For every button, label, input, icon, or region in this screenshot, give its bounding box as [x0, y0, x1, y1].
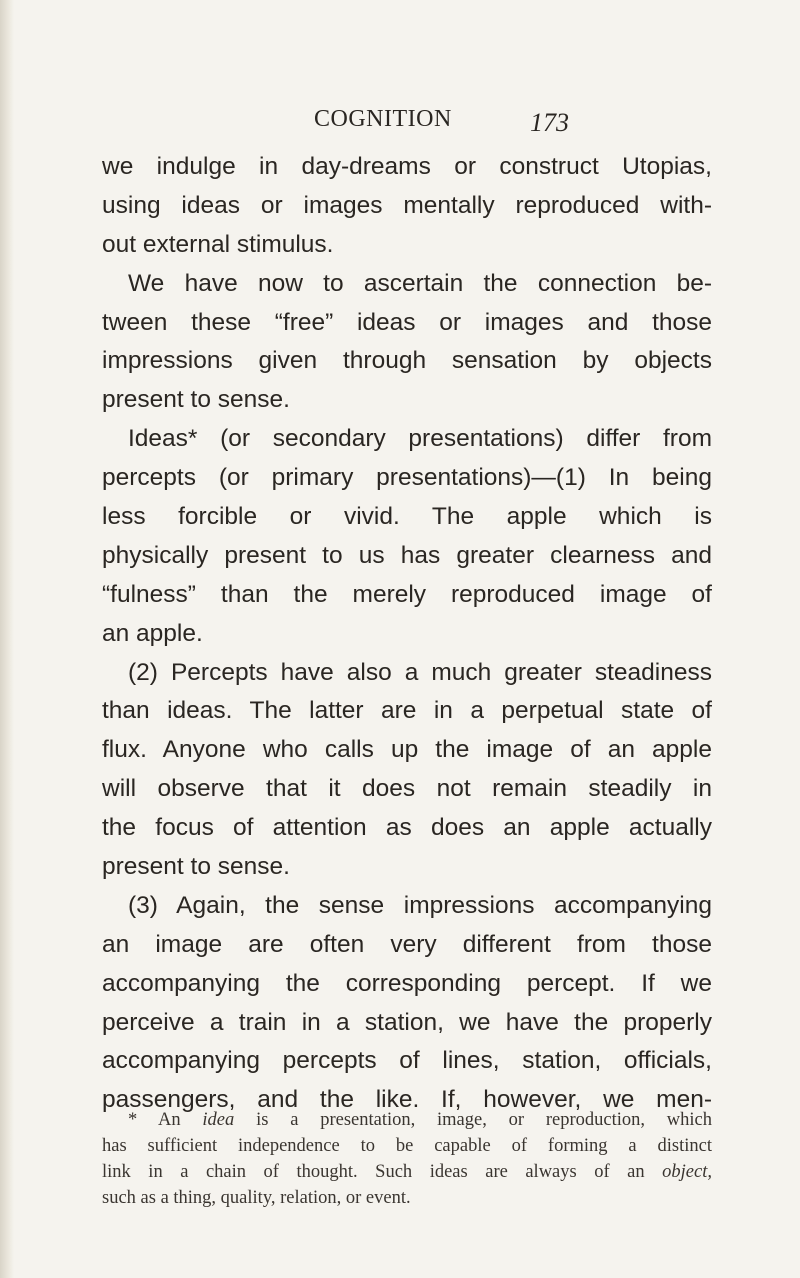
text-line: out external stimulus. [102, 230, 334, 258]
running-title: COGNITION [314, 106, 452, 132]
text-line: (3) Again, the sense impressions accompanying [128, 891, 712, 919]
text-line: impressions given through sensation by objects [102, 347, 712, 375]
text-line: the focus of attention as does an apple actually [102, 814, 712, 842]
text-line: physically present to us has greater clearness and [102, 541, 712, 569]
text-line: will observe that it does not remain steadily in [102, 775, 712, 803]
text-line: accompanying percepts of lines, station, officials, [102, 1047, 712, 1075]
footnote-text: link in a chain of thought. Such ideas are always of an [102, 1162, 663, 1182]
text-line: an image are often very different from those [102, 930, 712, 958]
text-line: percepts (or primary presentations)—(1) In being [102, 464, 712, 492]
text-line: present to sense. [102, 386, 290, 414]
running-head [0, 106, 800, 142]
footnote-text: * An [128, 1110, 203, 1130]
text-line: We have now to ascertain the connection be- [128, 269, 712, 297]
text-line: than ideas. The latter are in a perpetual state of [102, 697, 712, 725]
text-line: less forcible or vivid. The apple which is [102, 503, 712, 531]
footnote-emphasis: object, [662, 1162, 712, 1182]
body-text [102, 148, 712, 1120]
text-line: flux. Anyone who calls up the image of an apple [102, 736, 712, 764]
footnote-line: has sufficient independence to be capable of forming a distinct [102, 1136, 712, 1156]
text-line: using ideas or images mentally reproduced with- [102, 191, 712, 219]
page-gutter-shadow [0, 0, 14, 1278]
footnote-text: is a presentation, image, or reproduction, which [234, 1110, 712, 1130]
footnote-emphasis: idea [202, 1110, 235, 1130]
text-line: (2) Percepts have also a much greater steadiness [128, 658, 712, 686]
text-line: present to sense. [102, 853, 290, 881]
text-line: perceive a train in a station, we have the properly [102, 1008, 712, 1036]
footnote [102, 1107, 712, 1211]
text-line: “fulness” than the merely reproduced image of [102, 580, 712, 608]
footnote-line: such as a thing, quality, relation, or event. [102, 1188, 411, 1208]
text-line: we indulge in day-dreams or construct Utopias, [102, 153, 712, 180]
text-line: Ideas* (or secondary presentations) differ from [128, 425, 712, 453]
text-line: an apple. [102, 619, 203, 647]
text-line: tween these “free” ideas or images and those [102, 308, 712, 336]
text-line: accompanying the corresponding percept. If we [102, 969, 712, 997]
footnote-line [102, 1107, 712, 1133]
text-line: passengers, and the like. If, however, we men- [102, 1086, 712, 1114]
footnote-line [102, 1159, 712, 1185]
page-number: 173 [530, 108, 569, 137]
